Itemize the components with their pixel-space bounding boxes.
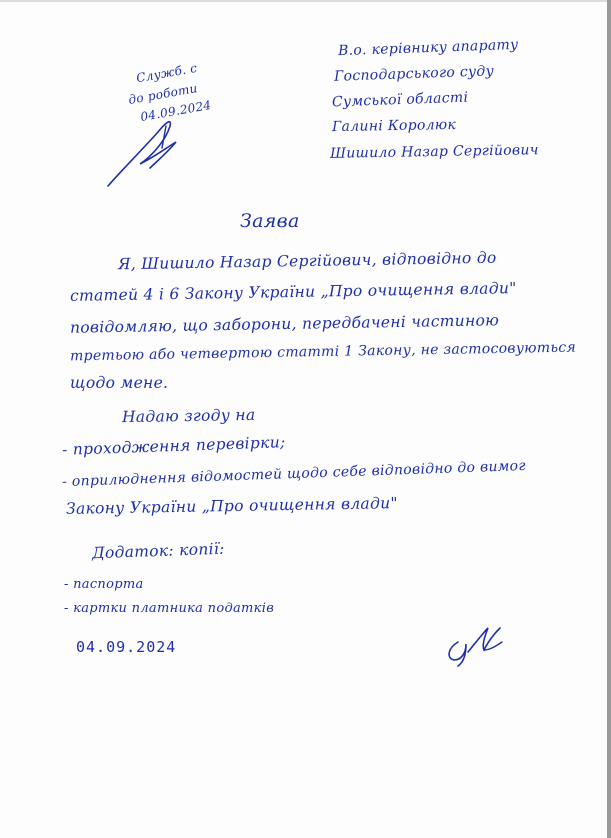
body-line3: повідомляю, що заборони, передбачені частиною (69, 311, 500, 337)
body-line4: третьою або четвертою статті 1 Закону, не застосовуються (69, 339, 577, 365)
consent-item2: - оприлюднення відомостей щодо себе відповідно до вимог (61, 457, 527, 491)
addressee-line4: Галині Королюк (331, 116, 457, 136)
document-date: 04.09.2024 (76, 638, 177, 656)
body-line1: Я, Шишило Назар Сергійович, відповідно до (117, 248, 497, 274)
resolution-note-line3: 04.09.2024 (139, 97, 213, 125)
attachments-heading: Додаток: копії: (91, 539, 225, 563)
addressee-line5: Шишило Назар Сергійович (329, 142, 539, 162)
resolution-note-line1: Cлужб. с (135, 60, 199, 86)
consent-item1: - проходження перевірки; (61, 433, 286, 459)
addressee-line3: Сумської області (331, 89, 469, 111)
body-line5: щодо мене. (70, 374, 169, 392)
addressee-line1: В.о. керівнику апарату (337, 36, 519, 60)
resolution-note-line2: до роботи (127, 81, 199, 107)
applicant-signature (444, 622, 504, 668)
attachments-item2: - картки платника податків (64, 601, 275, 616)
scan-right-edge (607, 0, 611, 838)
scan-top-edge (0, 0, 611, 2)
consent-item3: Закону України „Про очищення влади" (65, 494, 399, 518)
resolution-signature (100, 112, 190, 192)
document-title: Заява (240, 210, 300, 232)
body-line2: статей 4 і 6 Закону України „Про очищення влади" (69, 279, 517, 305)
attachments-item1: - паспорта (64, 577, 144, 592)
consent-heading: Надаю згоду на (121, 405, 256, 427)
addressee-line2: Господарського суду (333, 63, 495, 85)
